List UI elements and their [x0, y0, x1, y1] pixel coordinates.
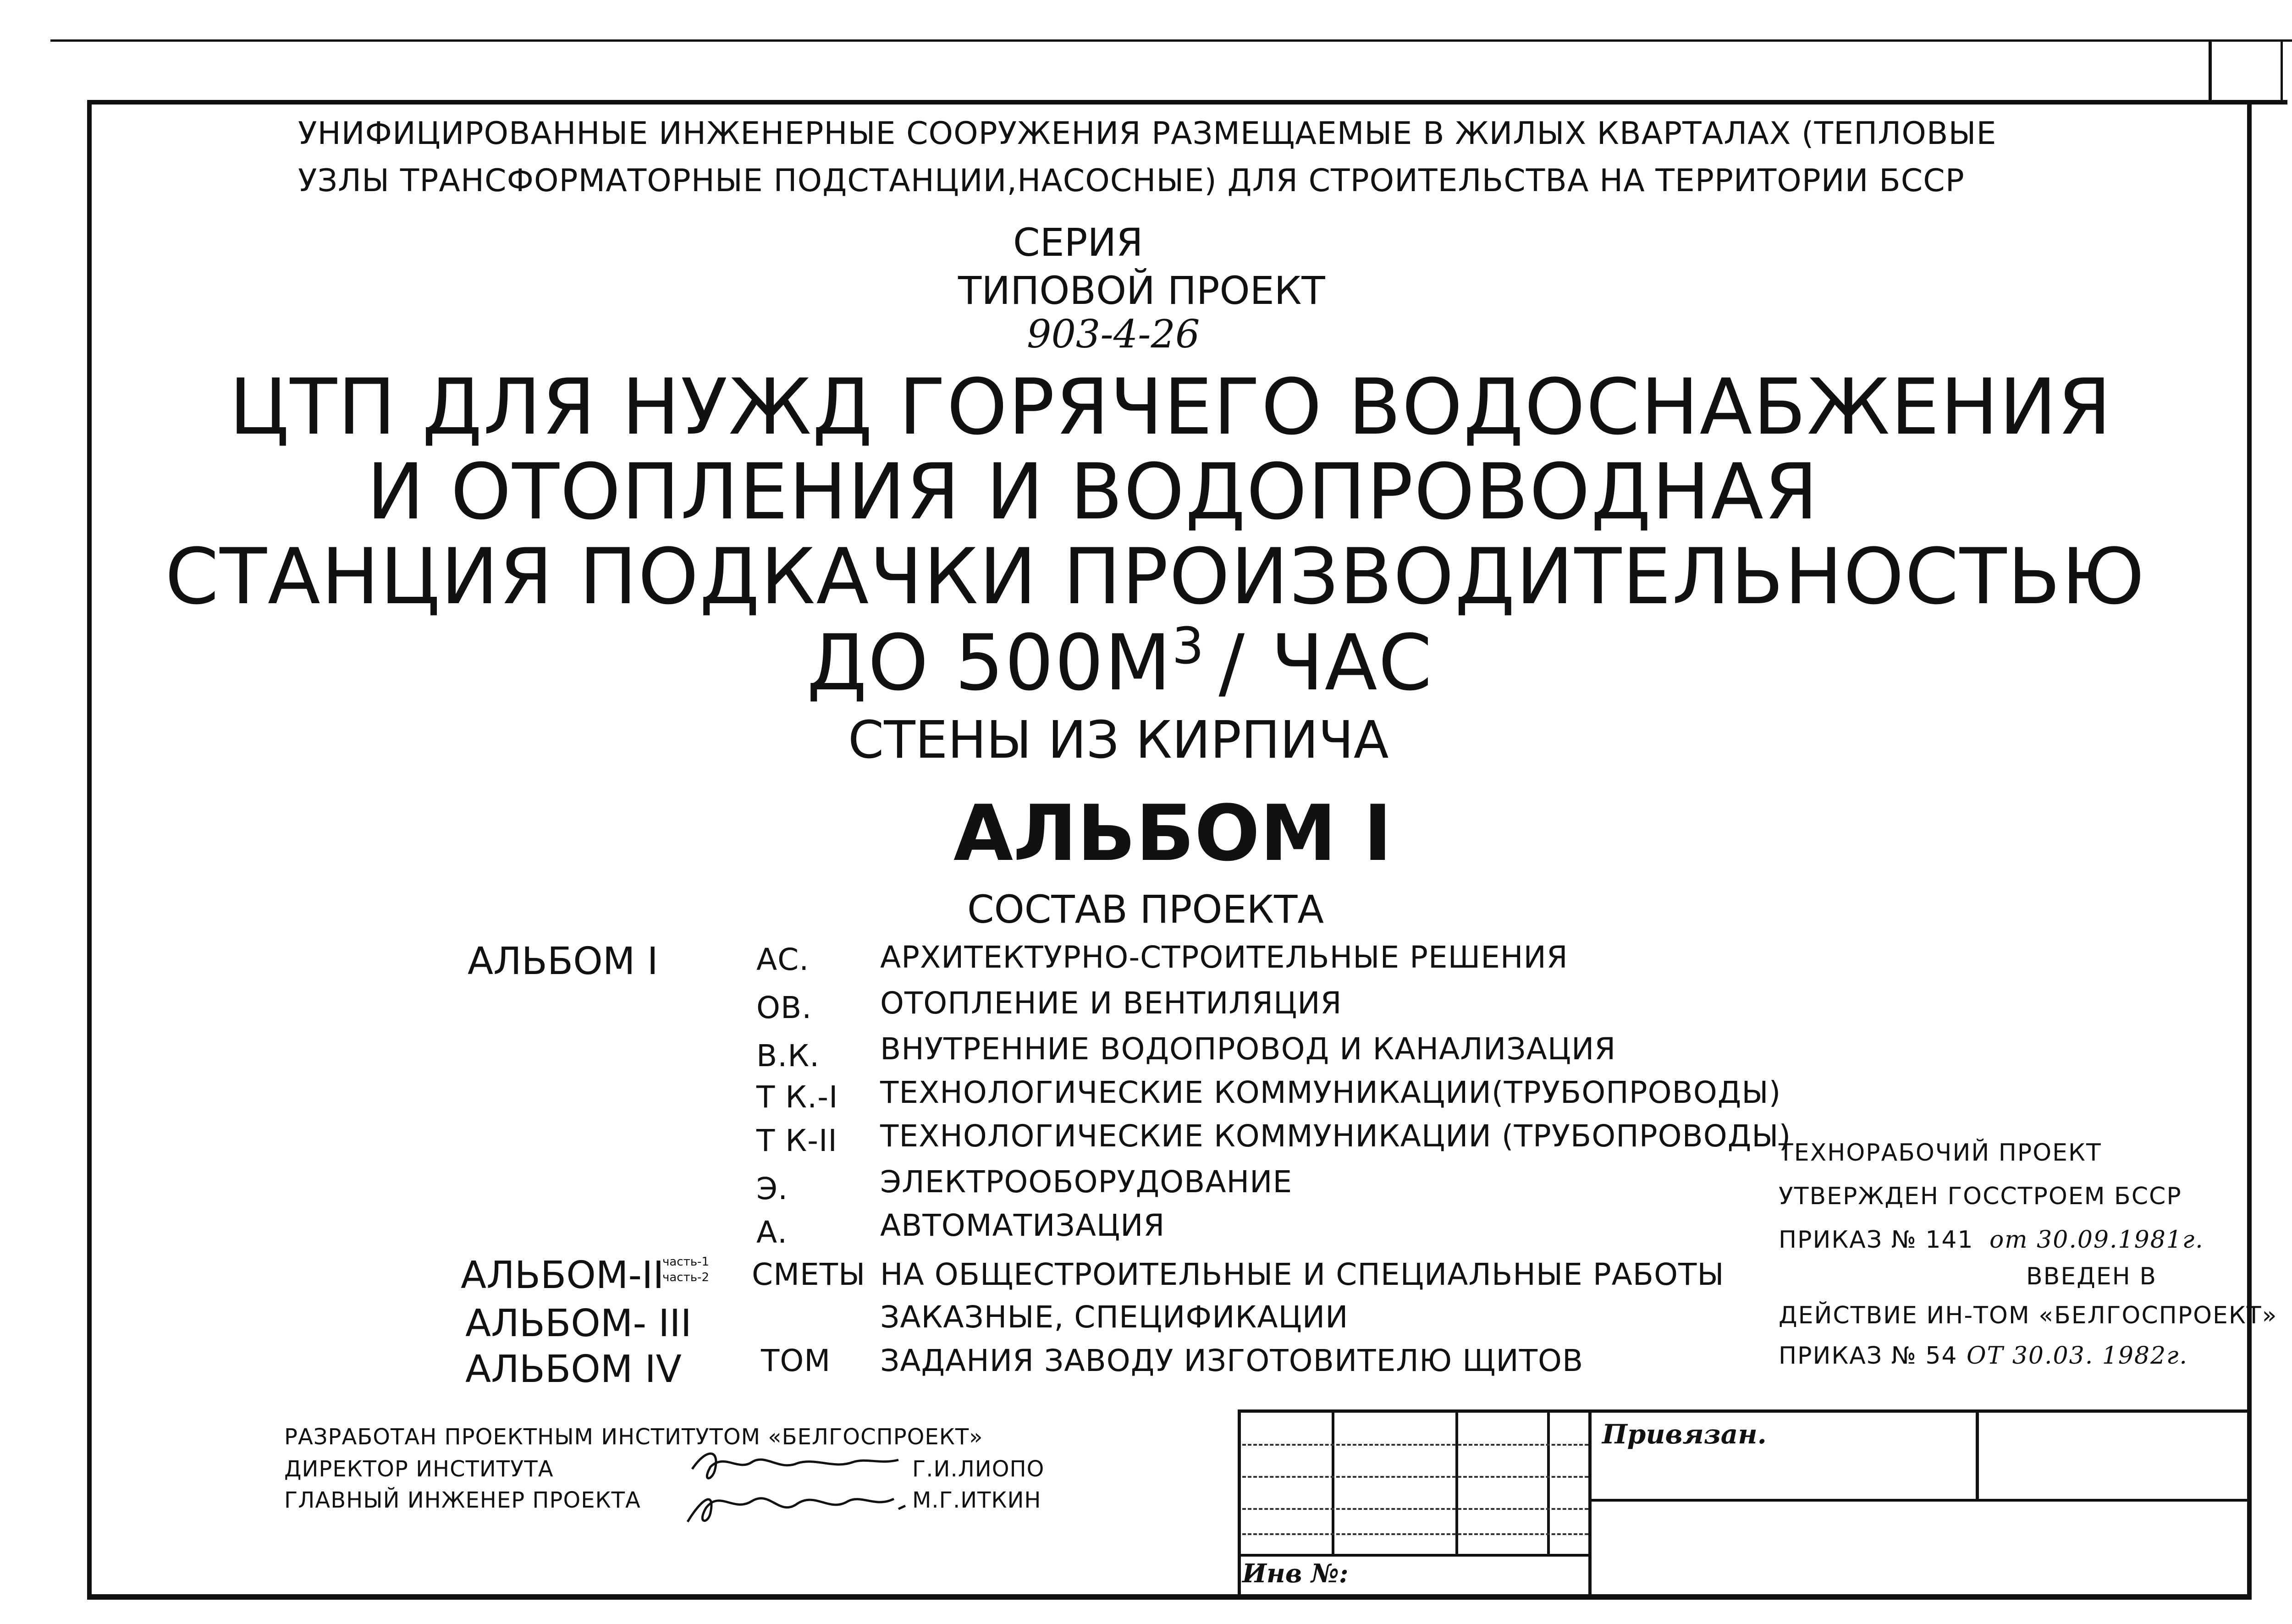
capacity-value: ДО 500М	[807, 618, 1172, 708]
title-line-2: И ОТОПЛЕНИЯ И ВОДОПРОВОДНАЯ	[367, 447, 1819, 537]
developed-by: РАЗРАБОТАН ПРОЕКТНЫМ ИНСТИТУТОМ «БЕЛГОСПРОЕКТ»	[284, 1424, 983, 1450]
album2-part1: часть-1	[662, 1255, 709, 1269]
header-line-2: УЗЛЫ ТРАНСФОРМАТОРНЫЕ ПОДСТАНЦИИ,НАСОСНЫЕ) ДЛЯ СТРОИТЕЛЬСТВА НА ТЕРРИТОРИИ БССР	[298, 163, 1965, 199]
stamp-tied-label: Привязан.	[1602, 1419, 1767, 1450]
album2-label: АЛЬБОМ-II	[461, 1254, 664, 1297]
chief-engineer-role: ГЛАВНЫЙ ИНЖЕНЕР ПРОЕКТА	[284, 1487, 641, 1513]
director-name: Г.И.ЛИОПО	[912, 1456, 1045, 1482]
row-code-as: АС.	[756, 942, 810, 977]
album2-code: СМЕТЫ	[752, 1257, 866, 1292]
stamp-col-4	[1588, 1409, 1592, 1597]
row-text-tk2: ТЕХНОЛОГИЧЕСКИЕ КОММУНИКАЦИИ (ТРУБОПРОВОДЫ)	[880, 1118, 1791, 1154]
approval-date-2: ОТ 30.03. 1982г.	[1967, 1342, 2188, 1370]
corner-tab-left	[2209, 39, 2212, 104]
album-title: АЛЬБОМ I	[953, 788, 1392, 878]
capacity-superscript: 3	[1172, 617, 1205, 675]
row-text-vk: ВНУТРЕННИЕ ВОДОПРОВОД И КАНАЛИЗАЦИЯ	[880, 1031, 1616, 1067]
approval-line-2: УТВЕРЖДЕН ГОССТРОЕМ БССР	[1779, 1183, 2182, 1210]
album3-label: АЛЬБОМ- III	[465, 1302, 692, 1345]
director-role: ДИРЕКТОР ИНСТИТУТА	[284, 1456, 554, 1482]
title-line-1: ЦТП ДЛЯ НУЖД ГОРЯЧЕГО ВОДОСНАБЖЕНИЯ	[229, 362, 2112, 452]
approval-line-4: ВВЕДЕН В	[2026, 1263, 2157, 1290]
row-text-as: АРХИТЕКТУРНО-СТРОИТЕЛЬНЫЕ РЕШЕНИЯ	[880, 940, 1568, 975]
stamp-divider-h	[1238, 1554, 1591, 1557]
row-text-e: ЭЛЕКТРООБОРУДОВАНИЕ	[880, 1164, 1293, 1200]
row-code-vk: В.К.	[756, 1038, 820, 1073]
stamp-col-5	[1976, 1409, 1979, 1501]
project-label: ТИПОВОЙ ПРОЕКТ	[958, 268, 1325, 313]
approval-date-1: от 30.09.1981г.	[1989, 1226, 2204, 1254]
album4-label: АЛЬБОМ IV	[465, 1348, 682, 1391]
approval-order-2: ПРИКАЗ № 54	[1779, 1342, 1958, 1370]
album1-label: АЛЬБОМ I	[468, 940, 658, 983]
approval-line-1: ТЕХНОРАБОЧИЙ ПРОЕКТ	[1779, 1139, 2102, 1167]
stamp-top	[1238, 1409, 2248, 1413]
header-line-1: УНИФИЦИРОВАННЫЕ ИНЖЕНЕРНЫЕ СООРУЖЕНИЯ РАЗМЕЩАЕМЫЕ В ЖИЛЫХ КВАРТАЛАХ (ТЕПЛОВЫЕ	[298, 116, 1997, 152]
top-trim-line	[50, 39, 2292, 42]
frame-top	[89, 100, 2287, 105]
row-code-tk1: Т К.-I	[756, 1079, 838, 1115]
stamp-row-line-3	[1242, 1508, 1588, 1510]
title-line-3: СТАНЦИЯ ПОДКАЧКИ ПРОИЗВОДИТЕЛЬНОСТЬЮ	[165, 532, 2146, 622]
row-code-ov: ОВ.	[756, 990, 812, 1025]
stamp-row-line-1	[1242, 1444, 1588, 1446]
row-code-tk2: Т К-II	[756, 1123, 837, 1158]
series-label: СЕРИЯ	[1013, 220, 1143, 265]
stamp-row-line-2	[1242, 1476, 1588, 1478]
row-text-a: АВТОМАТИЗАЦИЯ	[880, 1208, 1165, 1243]
stamp-divider-right	[1588, 1499, 2248, 1502]
chief-engineer-name: М.Г.ИТКИН	[912, 1487, 1041, 1513]
stamp-inventory-label: Инв №:	[1242, 1558, 1349, 1589]
row-code-e: Э.	[756, 1171, 788, 1206]
frame-bottom	[87, 1594, 2252, 1600]
album2-text: НА ОБЩЕСТРОИТЕЛЬНЫЕ И СПЕЦИАЛЬНЫЕ РАБОТЫ	[880, 1257, 1725, 1292]
album2-part2: часть-2	[662, 1271, 709, 1284]
stamp-row-line-4	[1242, 1533, 1588, 1535]
approval-line-5: ДЕЙСТВИЕ ИН-ТОМ «БЕЛГОСПРОЕКТ»	[1779, 1302, 2278, 1329]
director-signature	[688, 1444, 903, 1485]
stamp-left	[1238, 1409, 1241, 1597]
row-text-tk1: ТЕХНОЛОГИЧЕСКИЕ КОММУНИКАЦИИ(ТРУБОПРОВОДЫ)	[880, 1075, 1781, 1110]
row-code-a: А.	[756, 1215, 788, 1250]
approval-order-1: ПРИКАЗ № 141	[1779, 1226, 1974, 1254]
corner-tab-right	[2281, 39, 2283, 104]
title-line-4	[807, 617, 1433, 708]
album4-text: ЗАДАНИЯ ЗАВОДУ ИЗГОТОВИТЕЛЮ ЩИТОВ	[880, 1343, 1584, 1378]
row-text-ov: ОТОПЛЕНИЕ И ВЕНТИЛЯЦИЯ	[880, 985, 1342, 1021]
project-number: 903-4-26	[1027, 312, 1200, 357]
walls-subtitle: СТЕНЫ ИЗ КИРПИЧА	[848, 710, 1389, 770]
album4-code: ТОМ	[761, 1343, 831, 1378]
album3-text: ЗАКАЗНЫЕ, СПЕЦИФИКАЦИИ	[880, 1299, 1349, 1335]
composition-heading: СОСТАВ ПРОЕКТА	[967, 887, 1324, 932]
chief-engineer-signature	[678, 1481, 908, 1531]
frame-right	[2247, 100, 2252, 1599]
capacity-unit: / ЧАС	[1218, 618, 1433, 708]
frame-left	[87, 100, 92, 1599]
